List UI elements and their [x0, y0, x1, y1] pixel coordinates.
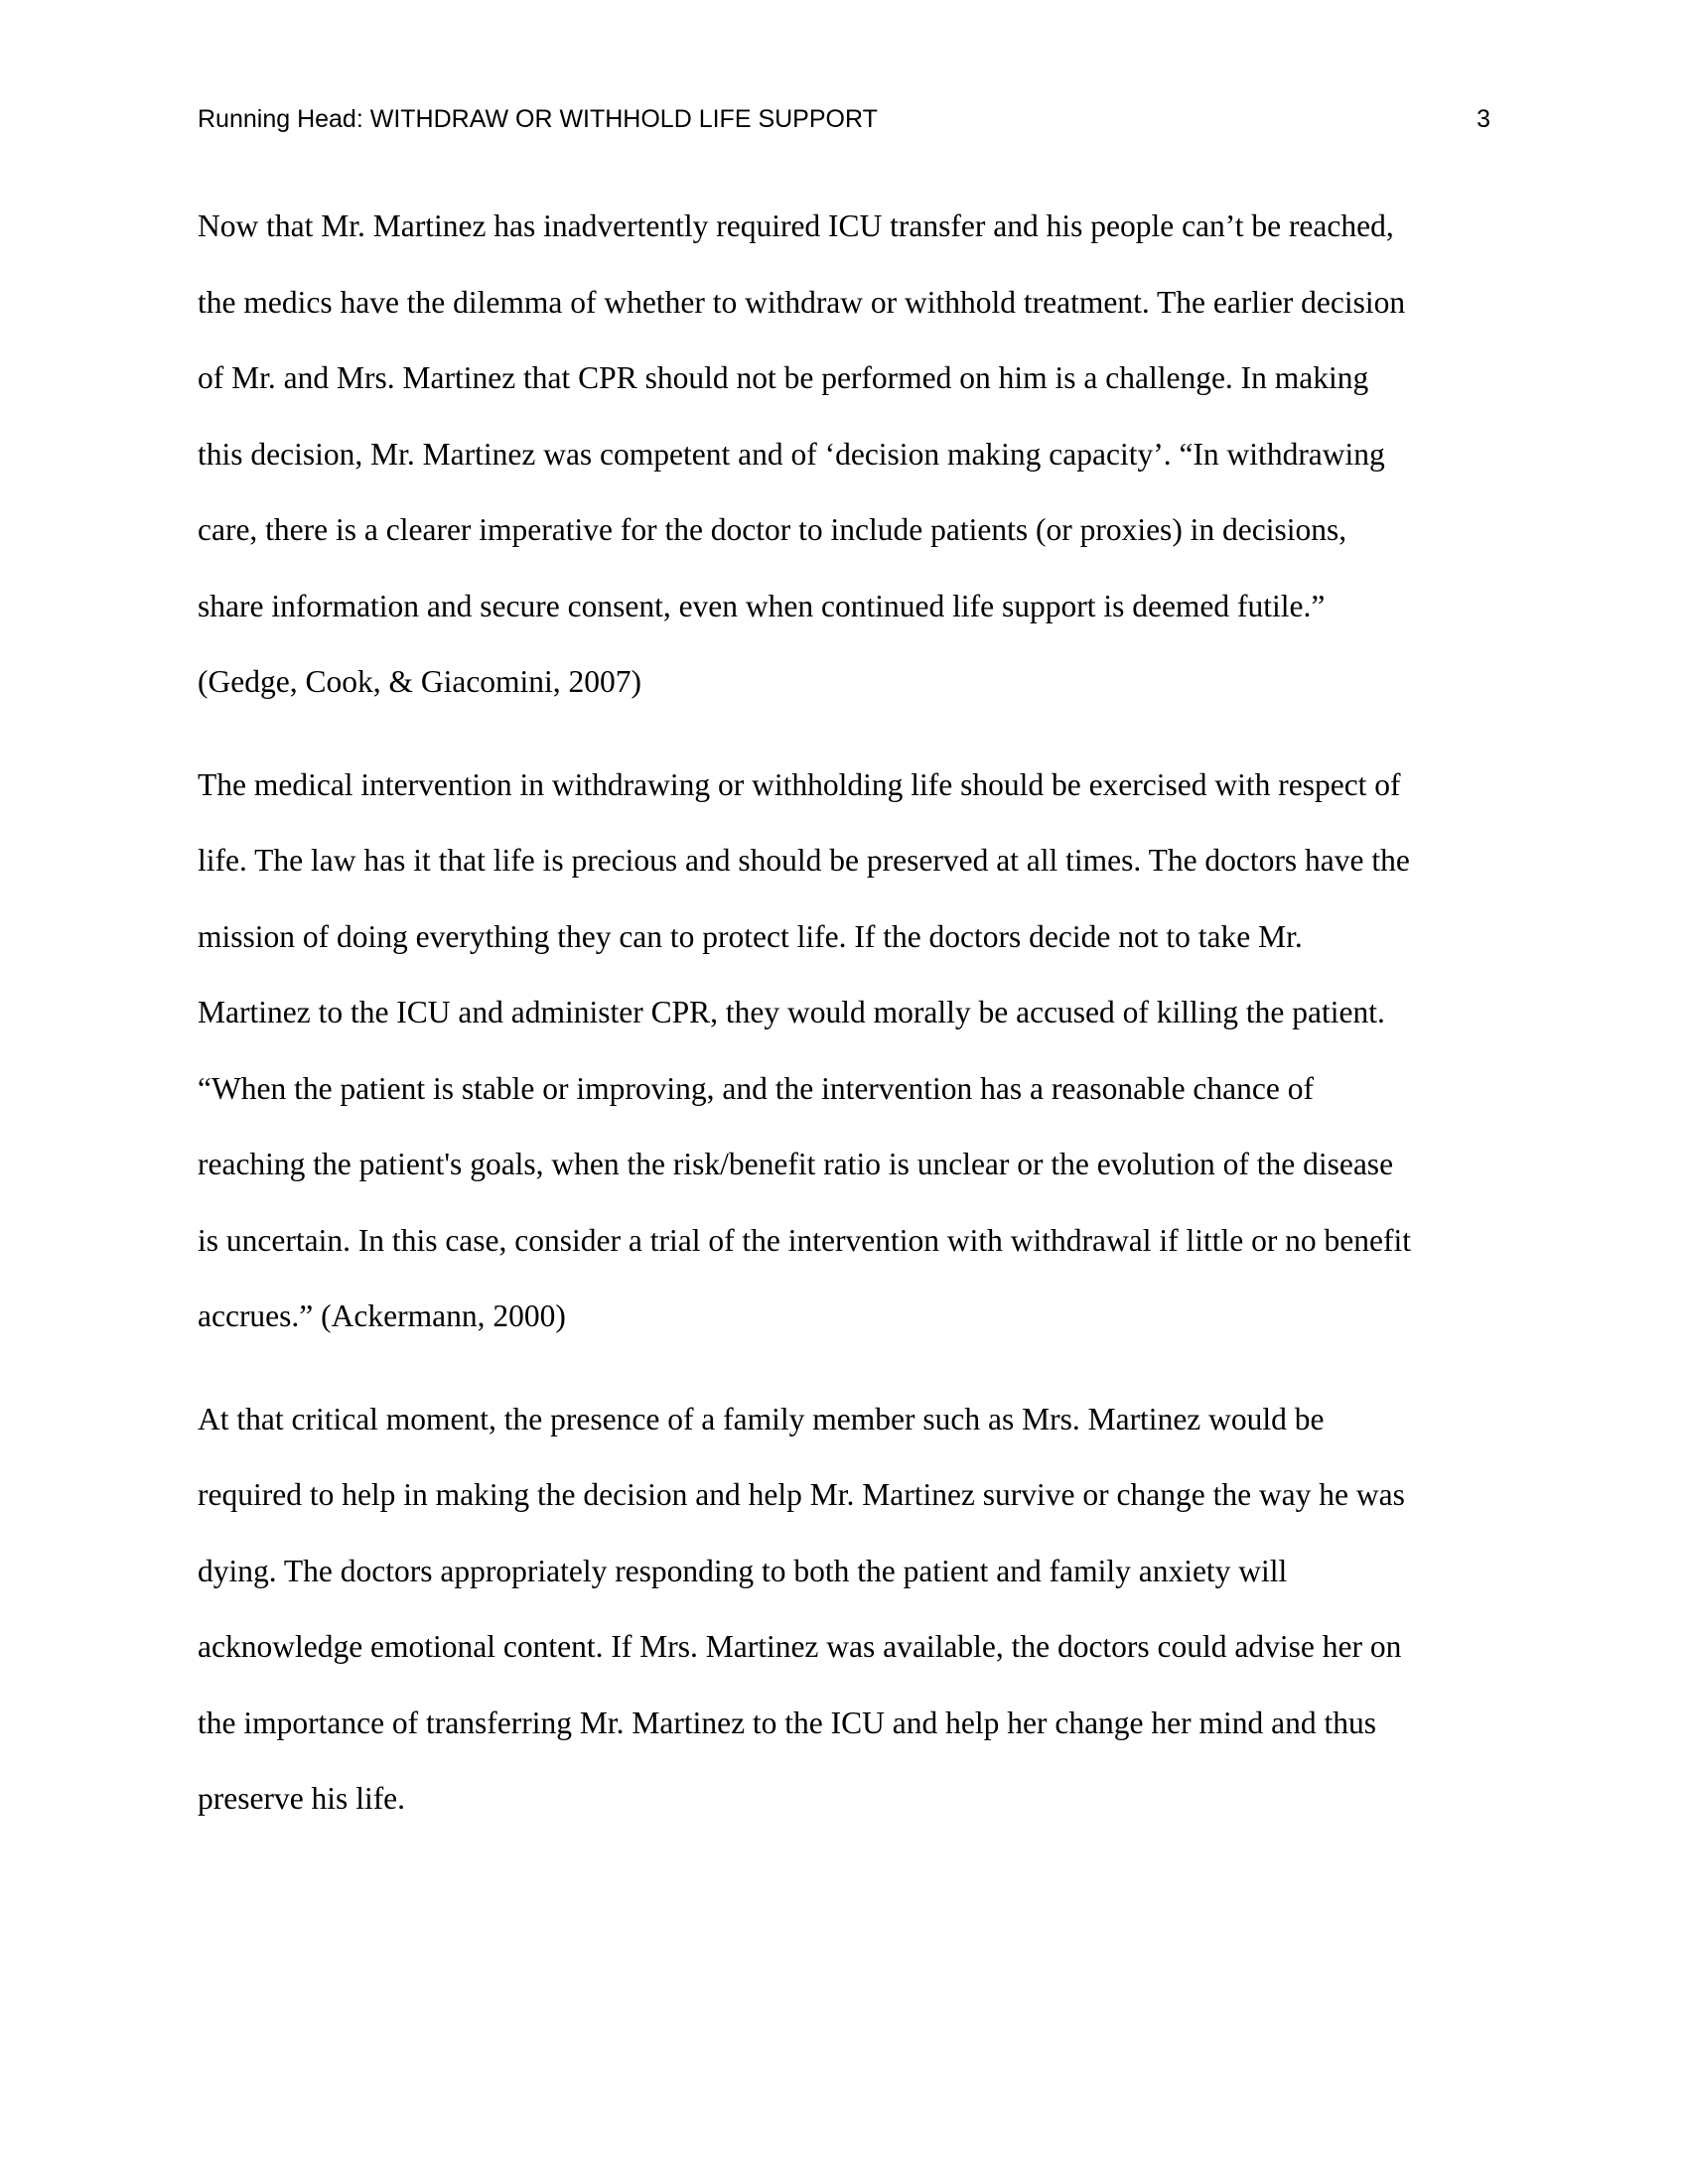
paragraph-line: mission of doing everything they can to protect life. If the doctors decide not to take Mr. [198, 918, 1303, 954]
page-number: 3 [1477, 105, 1490, 133]
paragraph-line: preserve his life. [198, 1781, 406, 1816]
page-header [198, 99, 1490, 139]
paragraph-1 [198, 189, 1490, 721]
running-head: Running Head: WITHDRAW OR WITHHOLD LIFE SUPPORT [198, 105, 878, 133]
paragraph-line: this decision, Mr. Martinez was competent and of ‘decision making capacity’. “In withdrawing [198, 436, 1385, 472]
paragraph-line: dying. The doctors appropriately responding to both the patient and family anxiety will [198, 1553, 1288, 1588]
paragraph-3 [198, 1382, 1490, 1838]
citation-line: accrues.” (Ackermann, 2000) [198, 1298, 566, 1333]
paragraph-line: Martinez to the ICU and administer CPR, they would morally be accused of killing the patient. [198, 995, 1385, 1029]
paragraph-line: required to help in making the decision and help Mr. Martinez survive or change the way he was [198, 1477, 1405, 1512]
paragraph-line: The medical intervention in withdrawing or withholding life should be exercised with respect of [198, 766, 1401, 802]
paragraph-line: Now that Mr. Martinez has inadvertently required ICU transfer and his people can’t be reached, [198, 208, 1394, 243]
paragraph-line: care, there is a clearer imperative for the doctor to include patients (or proxies) in decisions, [198, 512, 1347, 547]
paragraph-line: the importance of transferring Mr. Martinez to the ICU and help her change her mind and thus [198, 1705, 1377, 1740]
paragraph-line: reaching the patient's goals, when the risk/benefit ratio is unclear or the evolution of the disease [198, 1147, 1394, 1181]
paragraph-line: At that critical moment, the presence of a family member such as Mrs. Martinez would be [198, 1401, 1325, 1436]
paragraph-line: share information and secure consent, even when continued life support is deemed futile.” [198, 588, 1326, 623]
citation-line: (Gedge, Cook, & Giacomini, 2007) [198, 664, 642, 699]
paragraph-line: is uncertain. In this case, consider a trial of the intervention with withdrawal if little or no benefit [198, 1222, 1412, 1258]
paragraph-line: of Mr. and Mrs. Martinez that CPR should not be performed on him is a challenge. In making [198, 360, 1369, 395]
paragraph-line: the medics have the dilemma of whether to withdraw or withhold treatment. The earlier decision [198, 284, 1406, 320]
paragraph-line: “When the patient is stable or improving, and the intervention has a reasonable chance of [198, 1070, 1314, 1106]
paragraph-2 [198, 748, 1490, 1355]
paragraph-line: acknowledge emotional content. If Mrs. Martinez was available, the doctors could advise her on [198, 1629, 1402, 1664]
document-body [198, 189, 1490, 1838]
paragraph-line: life. The law has it that life is precious and should be preserved at all times. The doctors have the [198, 843, 1410, 878]
